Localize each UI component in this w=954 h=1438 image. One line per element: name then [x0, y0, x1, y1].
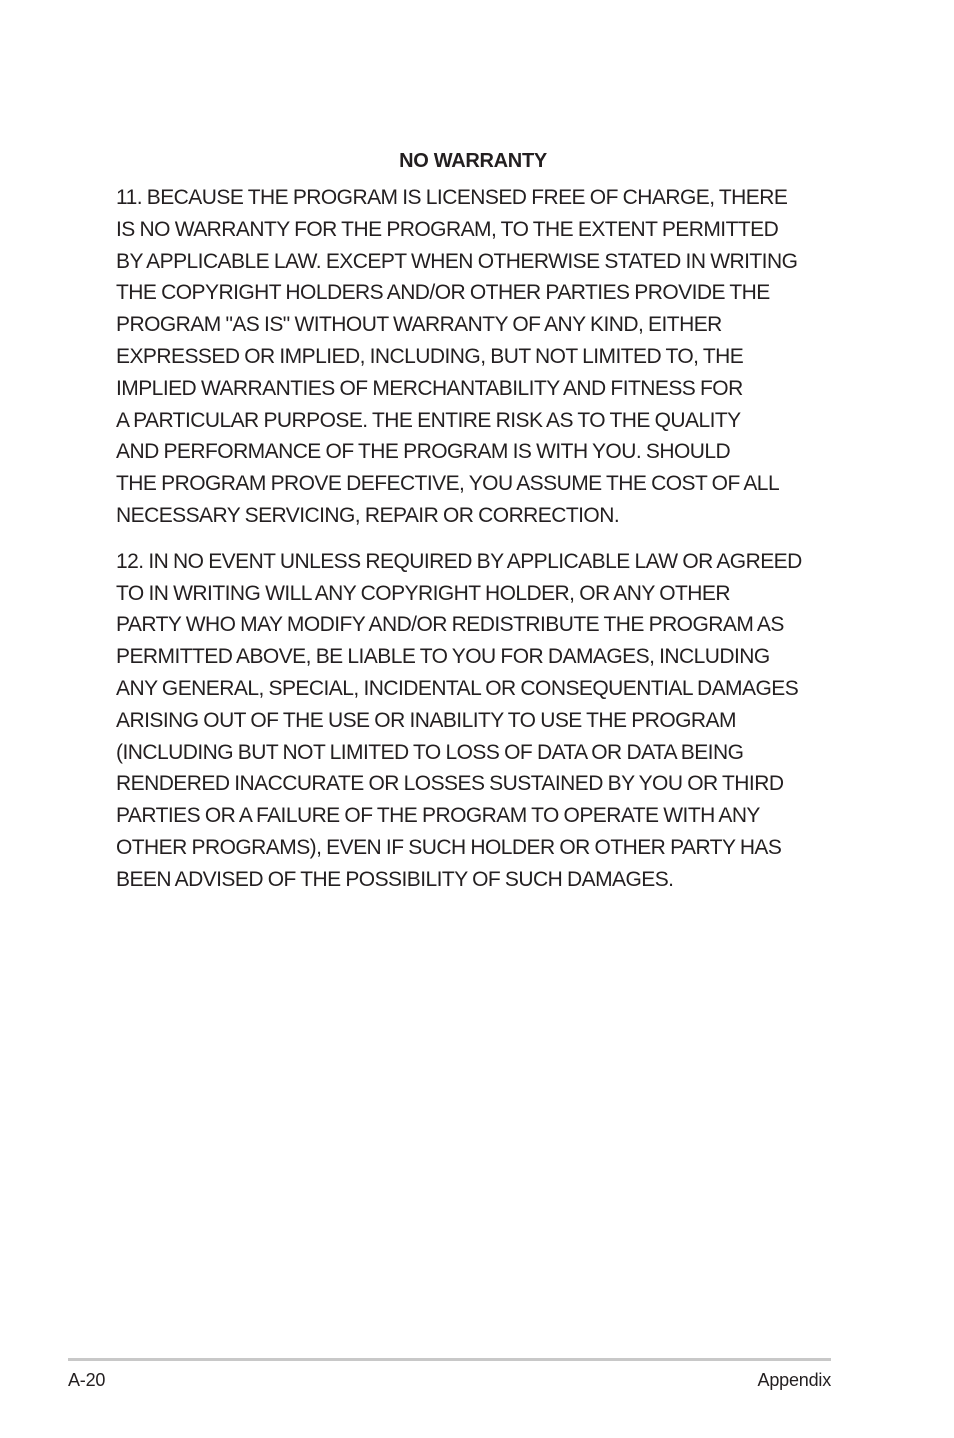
paragraph-11 [116, 182, 836, 532]
page-body [116, 146, 836, 896]
paragraph-line: EXPRESSED OR IMPLIED, INCLUDING, BUT NOT LIMITED TO, THE [116, 344, 744, 368]
paragraph-line: ANY GENERAL, SPECIAL, INCIDENTAL OR CONSEQUENTIAL DAMAGES [116, 676, 799, 700]
paragraph-line: IMPLIED WARRANTIES OF MERCHANTABILITY AND FITNESS FOR [116, 376, 743, 400]
paragraph-line: A PARTICULAR PURPOSE. THE ENTIRE RISK AS TO THE QUALITY [116, 408, 741, 432]
paragraph-line: 12. IN NO EVENT UNLESS REQUIRED BY APPLICABLE LAW OR AGREED [116, 549, 802, 573]
paragraph-line: PROGRAM "AS IS" WITHOUT WARRANTY OF ANY KIND, EITHER [116, 313, 722, 337]
paragraph-line: BY APPLICABLE LAW. EXCEPT WHEN OTHERWISE STATED IN WRITING [116, 249, 798, 273]
paragraph-line: PARTY WHO MAY MODIFY AND/OR REDISTRIBUTE THE PROGRAM AS [116, 613, 784, 637]
page-number: A-20 [68, 1370, 106, 1390]
paragraph-line: THE COPYRIGHT HOLDERS AND/OR OTHER PARTIES PROVIDE THE [116, 281, 770, 305]
section-heading: NO WARRANTY [399, 150, 547, 172]
paragraph-line: PERMITTED ABOVE, BE LIABLE TO YOU FOR DAMAGES, INCLUDING [116, 645, 770, 669]
paragraph-line: AND PERFORMANCE OF THE PROGRAM IS WITH YOU. SHOULD [116, 440, 731, 464]
paragraph-line: NECESSARY SERVICING, REPAIR OR CORRECTION. [116, 503, 620, 527]
paragraph-line: IS NO WARRANTY FOR THE PROGRAM, TO THE EXTENT PERMITTED [116, 217, 779, 241]
paragraph-12 [116, 546, 836, 896]
paragraph-line: TO IN WRITING WILL ANY COPYRIGHT HOLDER, OR ANY OTHER [116, 581, 730, 605]
paragraph-line: 11. BECAUSE THE PROGRAM IS LICENSED FREE OF CHARGE, THERE [116, 186, 788, 209]
paragraph-line: OTHER PROGRAMS), EVEN IF SUCH HOLDER OR OTHER PARTY HAS [116, 835, 782, 859]
paragraph-line: RENDERED INACCURATE OR LOSSES SUSTAINED BY YOU OR THIRD [116, 772, 784, 796]
paragraph-line: ARISING OUT OF THE USE OR INABILITY TO USE THE PROGRAM [116, 708, 736, 732]
paragraph-line: (INCLUDING BUT NOT LIMITED TO LOSS OF DATA OR DATA BEING [116, 740, 744, 764]
paragraph-line: PARTIES OR A FAILURE OF THE PROGRAM TO OPERATE WITH ANY [116, 804, 760, 828]
paragraph-line: THE PROGRAM PROVE DEFECTIVE, YOU ASSUME THE COST OF ALL [116, 472, 780, 496]
footer-section-label: Appendix [757, 1370, 831, 1390]
footer-divider [68, 1358, 831, 1361]
paragraph-line: BEEN ADVISED OF THE POSSIBILITY OF SUCH DAMAGES. [116, 867, 674, 891]
